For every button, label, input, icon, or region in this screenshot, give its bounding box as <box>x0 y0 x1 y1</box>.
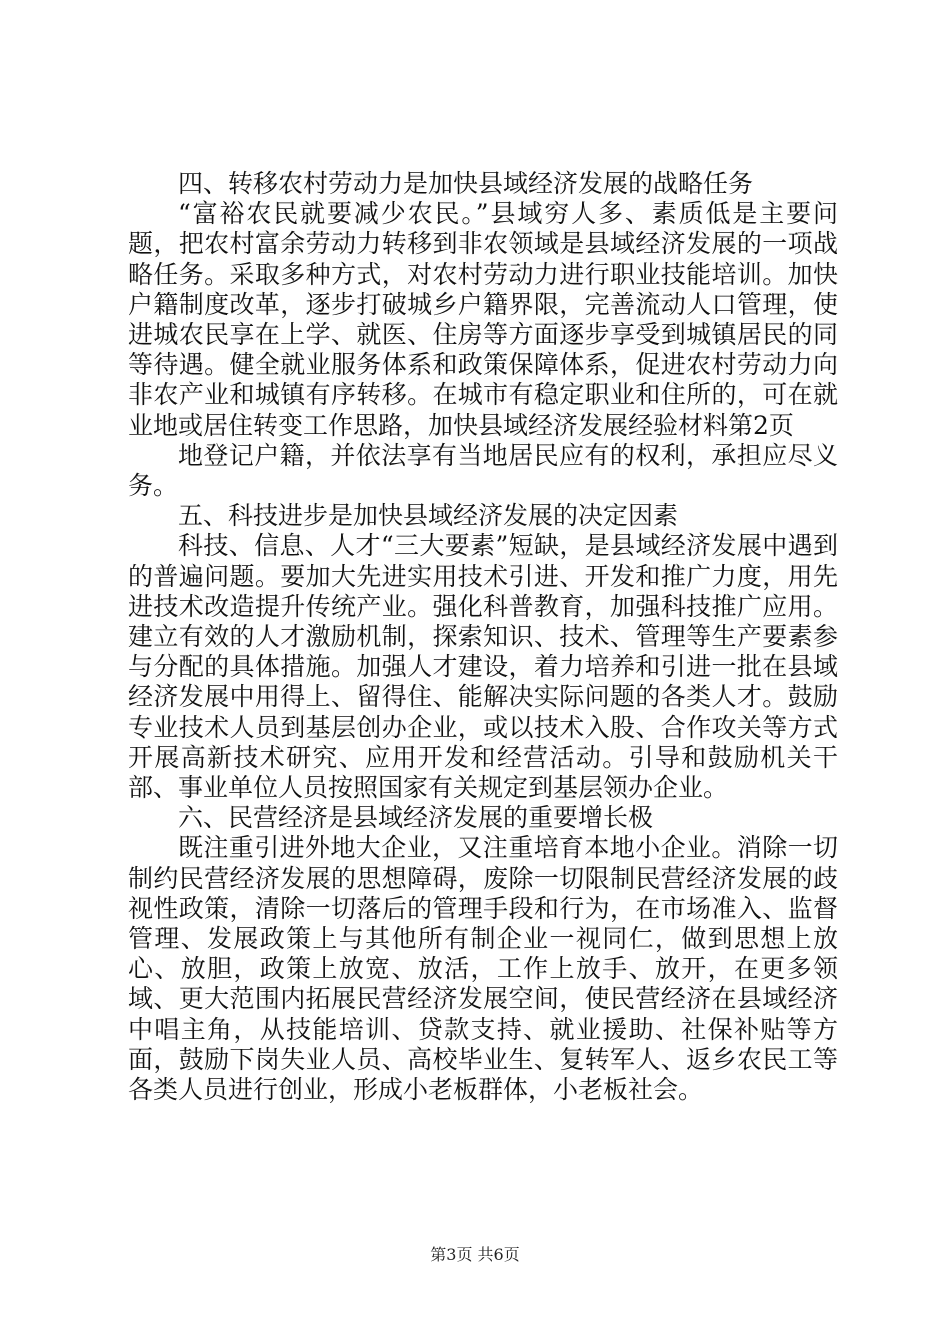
section-paragraph: “富裕农民就要减少农民。”县域穷人多、素质低是主要问题，把农村富余劳动力转移到非农领域是县域经济发展的一项战略任务。采取多种方式，对农村劳动力进行职业技能培训。加快户籍制度改革，逐步打破城乡户籍界限，完善流动人口管理，使进城农民享在上学、就医、住房等方面逐步享受到城镇居民的同等待遇。健全就业服务体系和政策保障体系，促进农村劳动力向非农产业和城镇有序转移。在城市有稳定职业和住所的，可在就业地或居住转变工作思路，加快县域经济发展经验材料第2页 <box>128 199 838 440</box>
section-heading-6: 六、民营经济是县域经济发展的重要增长极 <box>178 803 654 833</box>
document-body <box>128 169 838 1105</box>
section-paragraph: 既注重引进外地大企业，又注重培育本地小企业。消除一切制约民营经济发展的思想障碍，废除一切限制民营经济发展的歧视性政策，清除一切落后的管理手段和行为，在市场准入、监督管理、发展政策上与其他所有制企业一视同仁，做到思想上放心、放胆，政策上放宽、放活，工作上放手、放开，在更多领域、更大范围内拓展民营经济发展空间，使民营经济在县域经济中唱主角，从技能培训、贷款支持、就业援助、社保补贴等方面，鼓励下岗失业人员、高校毕业生、复转军人、返乡农民工等各类人员进行创业，形成小老板群体，小老板社会。 <box>128 833 838 1105</box>
page-footer: 第3页 共6页 <box>430 1245 520 1264</box>
section-heading-4: 四、转移农村劳动力是加快县域经济发展的战略任务 <box>178 169 754 198</box>
section-paragraph: 科技、信息、人才“三大要素”短缺，是县域经济发展中遇到的普遍问题。要加大先进实用技术引进、开发和推广力度，用先进技术改造提升传统产业。强化科普教育，加强科技推广应用。建立有效的人才激励机制，探索知识、技术、管理等生产要素参与分配的具体措施。加强人才建设，着力培养和引进一批在县域经济发展中用得上、留得住、能解决实际问题的各类人才。鼓励专业技术人员到基层创办企业，或以技术入股、合作攻关等方式开展高新技术研究、应用开发和经营活动。引导和鼓励机关干部、事业单位人员按照国家有关规定到基层领办企业。 <box>128 531 838 803</box>
section-paragraph: 地登记户籍，并依法享有当地居民应有的权利，承担应尽义务。 <box>128 440 838 501</box>
section-heading-5: 五、科技进步是加快县域经济发展的决定因素 <box>178 501 679 531</box>
